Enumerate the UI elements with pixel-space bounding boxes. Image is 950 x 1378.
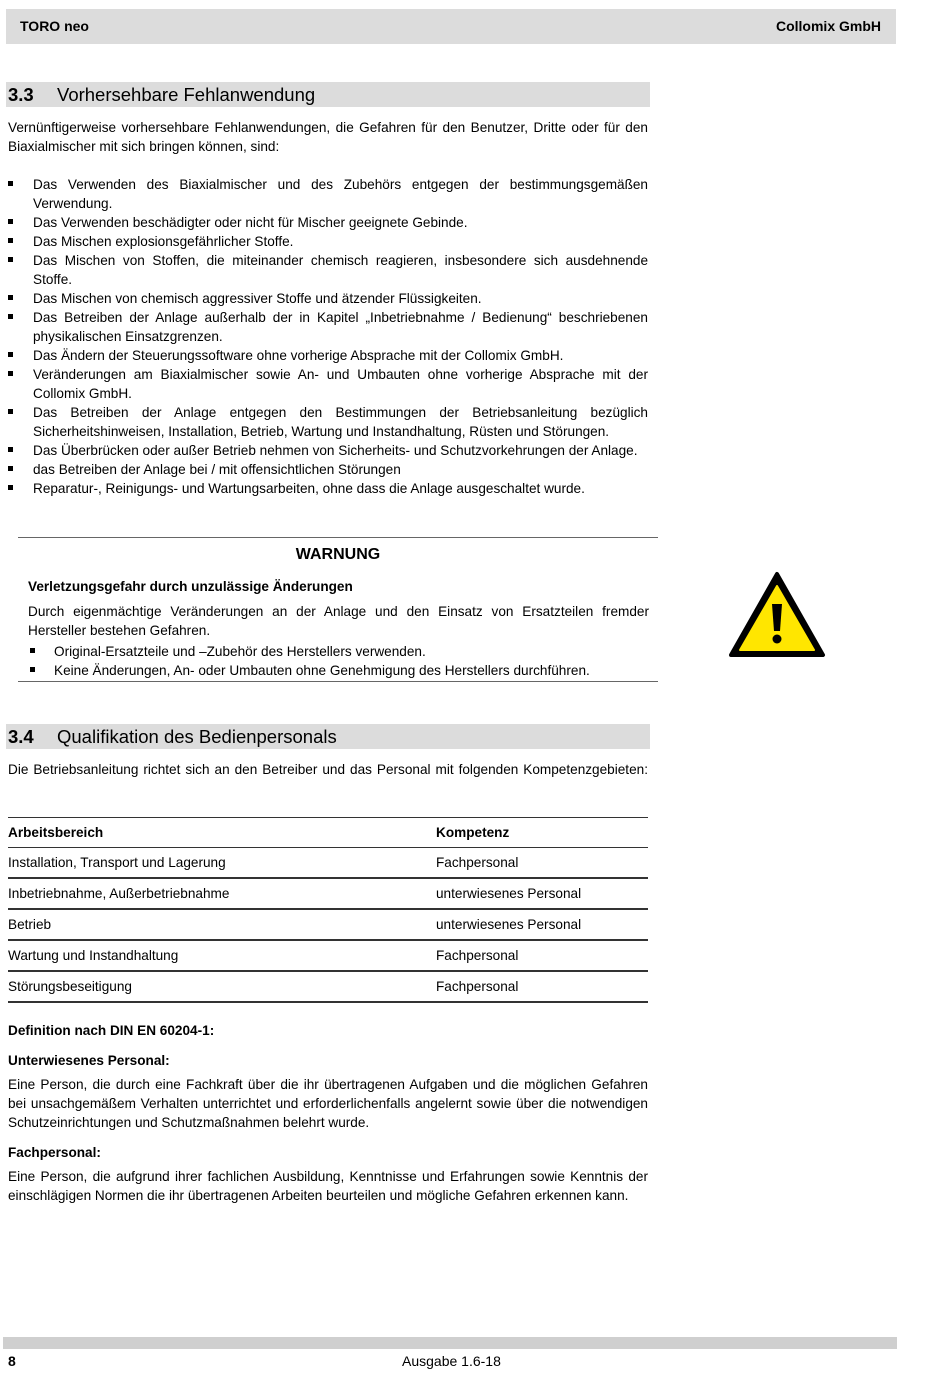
bullet-icon (8, 314, 13, 319)
table-cell: Installation, Transport und Lagerung (8, 848, 436, 879)
bullet-icon (30, 648, 35, 653)
bullet-icon (8, 371, 13, 376)
list-item: Das Überbrücken oder außer Betrieb nehmen von Sicherheits- und Schutzvorkehrungen der Anlage. (8, 441, 648, 460)
section-intro: Die Betriebsanleitung richtet sich an den Betreiber und das Personal mit folgenden Kompetenzgebieten: (8, 762, 648, 777)
list-item: Das Verwenden des Biaxialmischer und des Zubehörs entgegen der bestimmungsgemäßen Verwendung. (8, 175, 648, 213)
table-row (8, 878, 648, 909)
header-company: Collomix GmbH (775, 18, 881, 34)
bullet-icon (8, 466, 13, 471)
header-product: TORO neo (20, 18, 89, 34)
table-cell: Inbetriebnahme, Außerbetriebnahme (8, 878, 436, 909)
bullet-icon (8, 485, 13, 490)
table-cell: Störungsbeseitigung (8, 971, 436, 1002)
list-item: Das Betreiben der Anlage außerhalb der in Kapitel „Inbetriebnahme / Bedienung“ beschriebenen physikalischen Einsatzgrenzen. (8, 308, 648, 346)
fach-text: Eine Person, die aufgrund ihrer fachlichen Ausbildung, Kenntnisse und Erfahrungen sowie Kenntnis der einschlägigen Normen die ihr übertragenen Arbeiten beurteilen und mögliche Gefahren erkennen kann. (8, 1169, 648, 1203)
table-cell: Fachpersonal (436, 848, 648, 879)
definition-heading: Definition nach DIN EN 60204-1: (8, 1023, 215, 1038)
table-row (8, 909, 648, 940)
list-item: Original-Ersatzteile und –Zubehör des Herstellers verwenden. (28, 642, 649, 661)
list-item: Das Ändern der Steuerungssoftware ohne vorherige Absprache mit der Collomix GmbH. (8, 346, 648, 365)
warning-list (28, 642, 649, 680)
section-number: 3.4 (8, 726, 34, 747)
section-heading-3-4 (6, 724, 650, 749)
bullet-icon (8, 238, 13, 243)
bullet-icon (8, 181, 13, 186)
bullet-icon (8, 409, 13, 414)
warning-text: Durch eigenmächtige Veränderungen an der Anlage und den Einsatz von Ersatzteilen fremder Hersteller bestehen Gefahren. (28, 604, 649, 638)
warning-title: WARNUNG (295, 546, 381, 563)
section-title: Qualifikation des Bedienpersonals (57, 726, 337, 747)
table-cell: Fachpersonal (436, 971, 648, 1002)
footer-bar (3, 1337, 897, 1349)
misuse-list (8, 175, 648, 498)
table-row (8, 848, 648, 879)
bullet-icon (8, 295, 13, 300)
table-cell: Betrieb (8, 909, 436, 940)
table-cell: Fachpersonal (436, 940, 648, 971)
bullet-icon (8, 257, 13, 262)
list-item: Veränderungen am Biaxialmischer sowie An- und Umbauten ohne vorherige Absprache mit der Collomix GmbH. (8, 365, 648, 403)
list-item: Das Mischen von chemisch aggressiver Stoffe und ätzender Flüssigkeiten. (8, 289, 648, 308)
section-intro: Vernünftigerweise vorhersehbare Fehlanwendungen, die Gefahren für den Benutzer, Dritte oder für den Biaxialmischer mit sich bringen können, sind: (8, 120, 648, 154)
page-header (6, 9, 896, 44)
fach-heading: Fachpersonal: (8, 1145, 101, 1160)
section-title: Vorhersehbare Fehlanwendung (57, 84, 316, 105)
column-header: Kompetenz (436, 818, 648, 848)
bullet-icon (30, 667, 35, 672)
page-number: 8 (8, 1353, 16, 1369)
column-header: Arbeitsbereich (8, 818, 436, 848)
table-cell: Wartung und Instandhaltung (8, 940, 436, 971)
list-item: Das Verwenden beschädigter oder nicht für Mischer geeignete Gebinde. (8, 213, 648, 232)
table-row (8, 971, 648, 1002)
edition-label: Ausgabe 1.6-18 (402, 1353, 501, 1369)
table-cell: unterwiesenes Personal (436, 878, 648, 909)
table-cell: unterwiesenes Personal (436, 909, 648, 940)
list-item: Das Mischen explosionsgefährlicher Stoffe. (8, 232, 648, 251)
list-item: Das Mischen von Stoffen, die miteinander chemisch reagieren, insbesondere sich ausdehnende Stoffe. (8, 251, 648, 289)
list-item: das Betreiben der Anlage bei / mit offensichtlichen Störungen (8, 460, 648, 479)
list-item: Das Betreiben der Anlage entgegen den Bestimmungen der Betriebsanleitung bezüglich Sicherheitshinweisen, Installation, Betrieb, Wartung und Instandhaltung, Rüsten und Störungen. (8, 403, 648, 441)
table-row (8, 940, 648, 971)
bullet-icon (8, 352, 13, 357)
list-item: Keine Änderungen, An- oder Umbauten ohne Genehmigung des Herstellers durchführen. (28, 661, 649, 680)
warning-triangle-icon (728, 571, 826, 659)
table-header-row (8, 818, 648, 848)
unterwiesen-heading: Unterwiesenes Personal: (8, 1053, 170, 1068)
bullet-icon (8, 447, 13, 452)
list-item: Reparatur-, Reinigungs- und Wartungsarbeiten, ohne dass die Anlage ausgeschaltet wurde. (8, 479, 648, 498)
warning-box (18, 537, 658, 682)
qualification-table (8, 817, 648, 1003)
warning-subtitle: Verletzungsgefahr durch unzulässige Änderungen (28, 579, 353, 594)
section-heading-3-3 (6, 82, 650, 107)
unterwiesen-text: Eine Person, die durch eine Fachkraft über die ihr übertragenen Aufgaben und die möglichen Gefahren bei unsachgemäßem Verhalten unterrichtet und erforderlichenfalls angelernt sowie über die notwendigen Schutzeinrichtungen und Schutzmaßnahmen belehrt wurde. (8, 1077, 648, 1130)
bullet-icon (8, 219, 13, 224)
section-number: 3.3 (8, 84, 34, 105)
